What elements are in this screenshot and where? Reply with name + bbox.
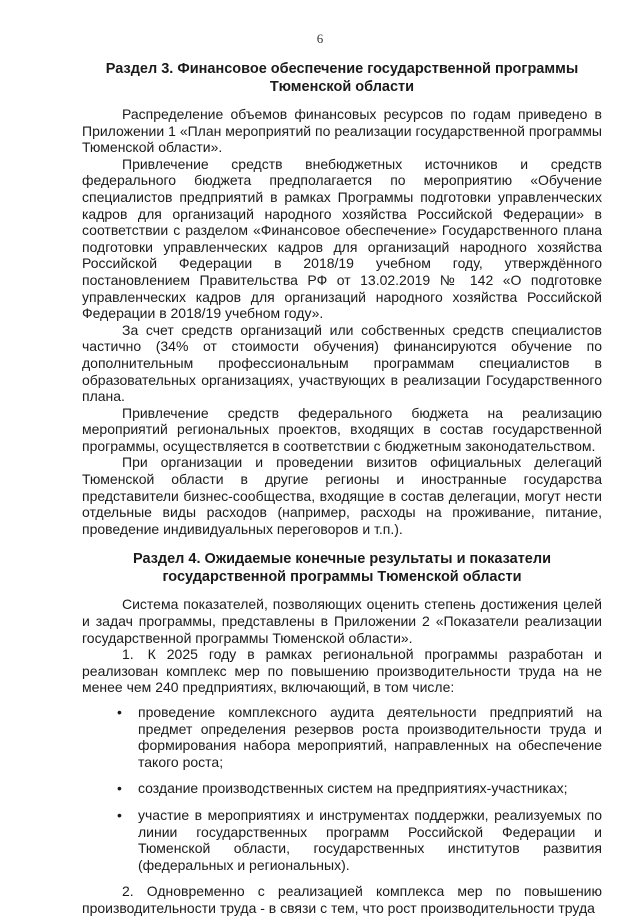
section-4-item-1: 1. К 2025 году в рамках региональной программы разработан и реализован комплекс мер по повышению производительности труда на не менее чем 240 предприятиях, включающий, в том числе: xyxy=(82,646,602,696)
section-3-paragraph: Привлечение средств федерального бюджета на реализацию мероприятий региональных проектов, входящих в состав государственной программы, осуществляется в соответствии с бюджетным законодательством. xyxy=(82,404,602,454)
page-number: 6 xyxy=(316,31,324,46)
page-content xyxy=(82,60,602,917)
list-item xyxy=(82,704,602,770)
bullet-icon: • xyxy=(117,780,122,797)
section-4-heading: Раздел 4. Ожидаемые конечные результаты и показатели государственной программы Тюменской области xyxy=(132,551,551,586)
list-item-text: создание производственных систем на предприятиях-участниках; xyxy=(138,780,568,797)
bullet-icon: • xyxy=(117,806,122,823)
section-3-heading: Раздел 3. Финансовое обеспечение государственной программы Тюменской области xyxy=(105,61,579,95)
list-item-text: проведение комплексного аудита деятельности предприятий на предмет определения резервов роста производительности труда и формирования набора мероприятий, направленных на обеспечение такого роста; xyxy=(138,704,602,770)
section-4-item-2: 2. Одновременно с реализацией комплекса мер по повышению производительности труда - в связи с тем, что рост производительности труда xyxy=(82,883,602,916)
list-item xyxy=(82,807,602,873)
bullet-icon: • xyxy=(117,704,122,720)
section-4-intro: Система показателей, позволяющих оценить степень достижения целей и задач программы, представлены в Приложении 2 «Показатели реализации государственной программы Тюменской области». xyxy=(82,596,602,646)
list-item-text: участие в мероприятиях и инструментах поддержки, реализуемых по линии государственных программ Российской Федерации и Тюменской области, государственных институтов развития (федеральных и региональных). xyxy=(138,806,602,873)
list-item xyxy=(82,780,602,797)
section-3-paragraph: Распределение объемов финансовых ресурсов по годам приведено в Приложении 1 «План мероприятий по реализации государственной программы Тюменской области». xyxy=(82,106,602,156)
bullet-list xyxy=(82,704,602,873)
section-3-paragraph: Привлечение средств внебюджетных источников и средств федерального бюджета предполагается по мероприятию «Обучение специалистов предприятий в рамках Программы подготовки управленческих кадров для организаций народного хозяйства Российской Федерации» в соответствии с разделом «Финансовое обеспечение» Государственного плана подготовки управленческих кадров для организаций народного хозяйства Российской Федерации в 2018/19 учебном году, утверждённого постановлением Правительства РФ от 13.02.2019 № 142 «О подготовке управленческих кадров для организаций народного хозяйства Российской Федерации в 2018/19 учебном году». xyxy=(82,155,602,322)
section-3-paragraph: За счет средств организаций или собственных средств специалистов частично (34% от стоимости обучения) финансируются обучение по дополнительным профессиональным программам специалистов в образовательных организациях, участвующих в реализации Государственного плана. xyxy=(82,321,602,405)
section-3-paragraph: При организации и проведении визитов официальных делегаций Тюменской области в другие регионы и иностранные государства представители бизнес-сообщества, входящие в состав делегации, могут нести отдельные виды расходов (например, расходы на проживание, питание, проведение индивидуальных переговоров и т.п.). xyxy=(82,454,602,537)
